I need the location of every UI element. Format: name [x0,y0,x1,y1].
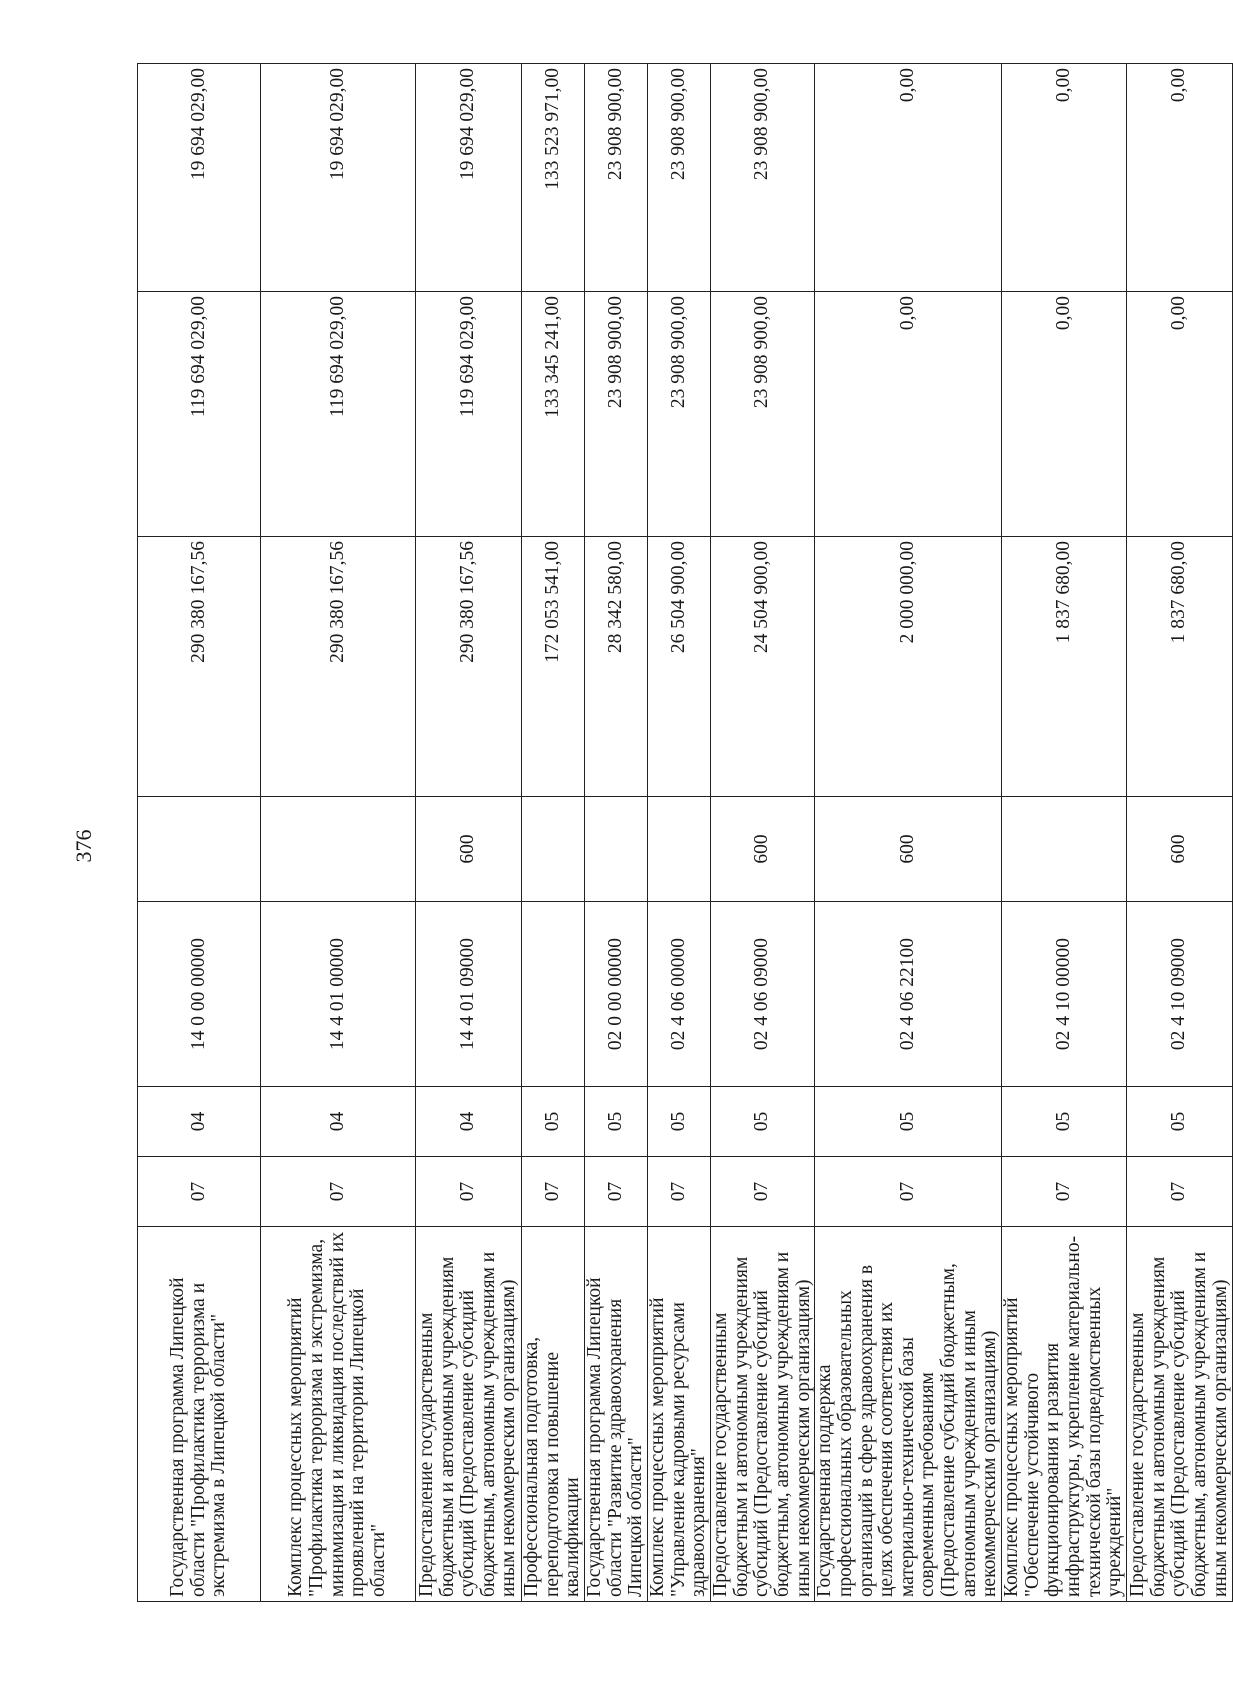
row-amount-3: 133 523 971,00 [522,64,585,292]
row-target-code: 02 4 10 00000 [1002,902,1127,1087]
row-amount-2: 0,00 [815,292,1002,537]
row-target-code [522,902,585,1087]
row-amount-1: 172 053 541,00 [522,537,585,797]
row-target-code: 02 4 06 09000 [710,902,814,1087]
row-section: 07 [1127,1157,1233,1227]
row-amount-2: 133 345 241,00 [522,292,585,537]
row-name: Комплекс процессных мероприятий "Обеспечение устойчивого функционирования и развития инфраструктуры, укрепление материально-технической базы подведомственных учреждений" [1002,1227,1127,1602]
row-expense-type: 600 [416,797,522,902]
row-amount-1: 26 504 900,00 [647,537,710,797]
row-expense-type [584,797,647,902]
row-name: Комплекс процессных мероприятий "Управление кадровыми ресурсами здравоохранения" [647,1227,710,1602]
row-amount-2: 0,00 [1002,292,1127,537]
row-subsection: 05 [522,1087,585,1157]
row-expense-type: 600 [710,797,814,902]
row-amount-1: 24 504 900,00 [710,537,814,797]
row-expense-type: 600 [815,797,1002,902]
row-name: Предоставление государственным бюджетным и автономным учреждениям субсидий (Предоставление субсидий бюджетным, автономным учреждениям и иным некоммерческим организациям) [710,1227,814,1602]
row-section: 07 [416,1157,522,1227]
row-subsection: 05 [815,1087,1002,1157]
row-amount-3: 23 908 900,00 [647,64,710,292]
table-row [261,64,416,1602]
row-target-code: 02 4 06 00000 [647,902,710,1087]
row-amount-1: 1 837 680,00 [1002,537,1127,797]
row-expense-type [647,797,710,902]
row-subsection: 05 [584,1087,647,1157]
row-subsection: 05 [647,1087,710,1157]
row-amount-2: 0,00 [1127,292,1233,537]
row-target-code: 02 0 00 00000 [584,902,647,1087]
row-name: Комплекс процессных мероприятий "Профилактика терроризма и экстремизма, минимизация и ликвидация последствий их проявлений на территории Липецкой области" [261,1227,416,1602]
row-section: 07 [815,1157,1002,1227]
row-amount-3: 0,00 [815,64,1002,292]
page-number: 376 [71,829,96,863]
row-amount-2: 23 908 900,00 [584,292,647,537]
row-section: 07 [522,1157,585,1227]
row-amount-3: 0,00 [1002,64,1127,292]
table-row [710,64,814,1602]
row-amount-1: 290 380 167,56 [261,537,416,797]
row-amount-1: 290 380 167,56 [416,537,522,797]
row-amount-2: 23 908 900,00 [647,292,710,537]
row-subsection: 04 [138,1087,261,1157]
budget-table-rotated [137,64,1231,1602]
row-target-code: 14 0 00 00000 [138,902,261,1087]
row-section: 07 [710,1157,814,1227]
row-section: 07 [138,1157,261,1227]
row-expense-type: 600 [1127,797,1233,902]
table-row [1002,64,1127,1602]
table-row [815,64,1002,1602]
table-row [522,64,585,1602]
row-amount-1: 1 837 680,00 [1127,537,1233,797]
row-amount-3: 19 694 029,00 [416,64,522,292]
row-name: Государственная поддержка профессиональных образовательных организаций в сфере здравоохранения в целях обеспечения соответствия их материально-технической базы современным требованиям (Предоставление субсидий бюджетным, автономным учреждениям и иным некоммерческим организациям) [815,1227,1002,1602]
row-amount-1: 2 000 000,00 [815,537,1002,797]
row-subsection: 05 [1127,1087,1233,1157]
row-amount-2: 119 694 029,00 [138,292,261,537]
row-expense-type [261,797,416,902]
row-section: 07 [584,1157,647,1227]
row-name: Государственная программа Липецкой области "Развитие здравоохранения Липецкой области" [584,1227,647,1602]
row-section: 07 [647,1157,710,1227]
row-amount-3: 19 694 029,00 [261,64,416,292]
row-subsection: 05 [710,1087,814,1157]
row-subsection: 04 [261,1087,416,1157]
row-expense-type [522,797,585,902]
row-amount-1: 28 342 580,00 [584,537,647,797]
row-name: Предоставление государственным бюджетным и автономным учреждениям субсидий (Предоставление субсидий бюджетным, автономным учреждениям и иным некоммерческим организациям) [1127,1227,1233,1602]
row-amount-2: 119 694 029,00 [261,292,416,537]
row-amount-1: 290 380 167,56 [138,537,261,797]
row-amount-3: 0,00 [1127,64,1233,292]
row-amount-3: 23 908 900,00 [584,64,647,292]
row-subsection: 04 [416,1087,522,1157]
row-amount-3: 19 694 029,00 [138,64,261,292]
row-name: Предоставление государственным бюджетным и автономным учреждениям субсидий (Предоставление субсидий бюджетным, автономным учреждениям и иным некоммерческим организациям) [416,1227,522,1602]
row-target-code: 14 4 01 00000 [261,902,416,1087]
table-row [647,64,710,1602]
table-row [1127,64,1233,1602]
table-row [416,64,522,1602]
budget-table [137,63,1233,1602]
row-amount-2: 119 694 029,00 [416,292,522,537]
row-subsection: 05 [1002,1087,1127,1157]
row-target-code: 14 4 01 09000 [416,902,522,1087]
row-section: 07 [1002,1157,1127,1227]
row-section: 07 [261,1157,416,1227]
table-row [138,64,261,1602]
row-name: Государственная программа Липецкой области "Профилактика терроризма и экстремизма в Липецкой области" [138,1227,261,1602]
table-row [584,64,647,1602]
budget-table-frame [137,64,1231,1602]
row-amount-2: 23 908 900,00 [710,292,814,537]
row-name: Профессиональная подготовка, переподготовка и повышение квалификации [522,1227,585,1602]
row-expense-type [138,797,261,902]
row-target-code: 02 4 10 09000 [1127,902,1233,1087]
row-expense-type [1002,797,1127,902]
row-target-code: 02 4 06 22100 [815,902,1002,1087]
row-amount-3: 23 908 900,00 [710,64,814,292]
